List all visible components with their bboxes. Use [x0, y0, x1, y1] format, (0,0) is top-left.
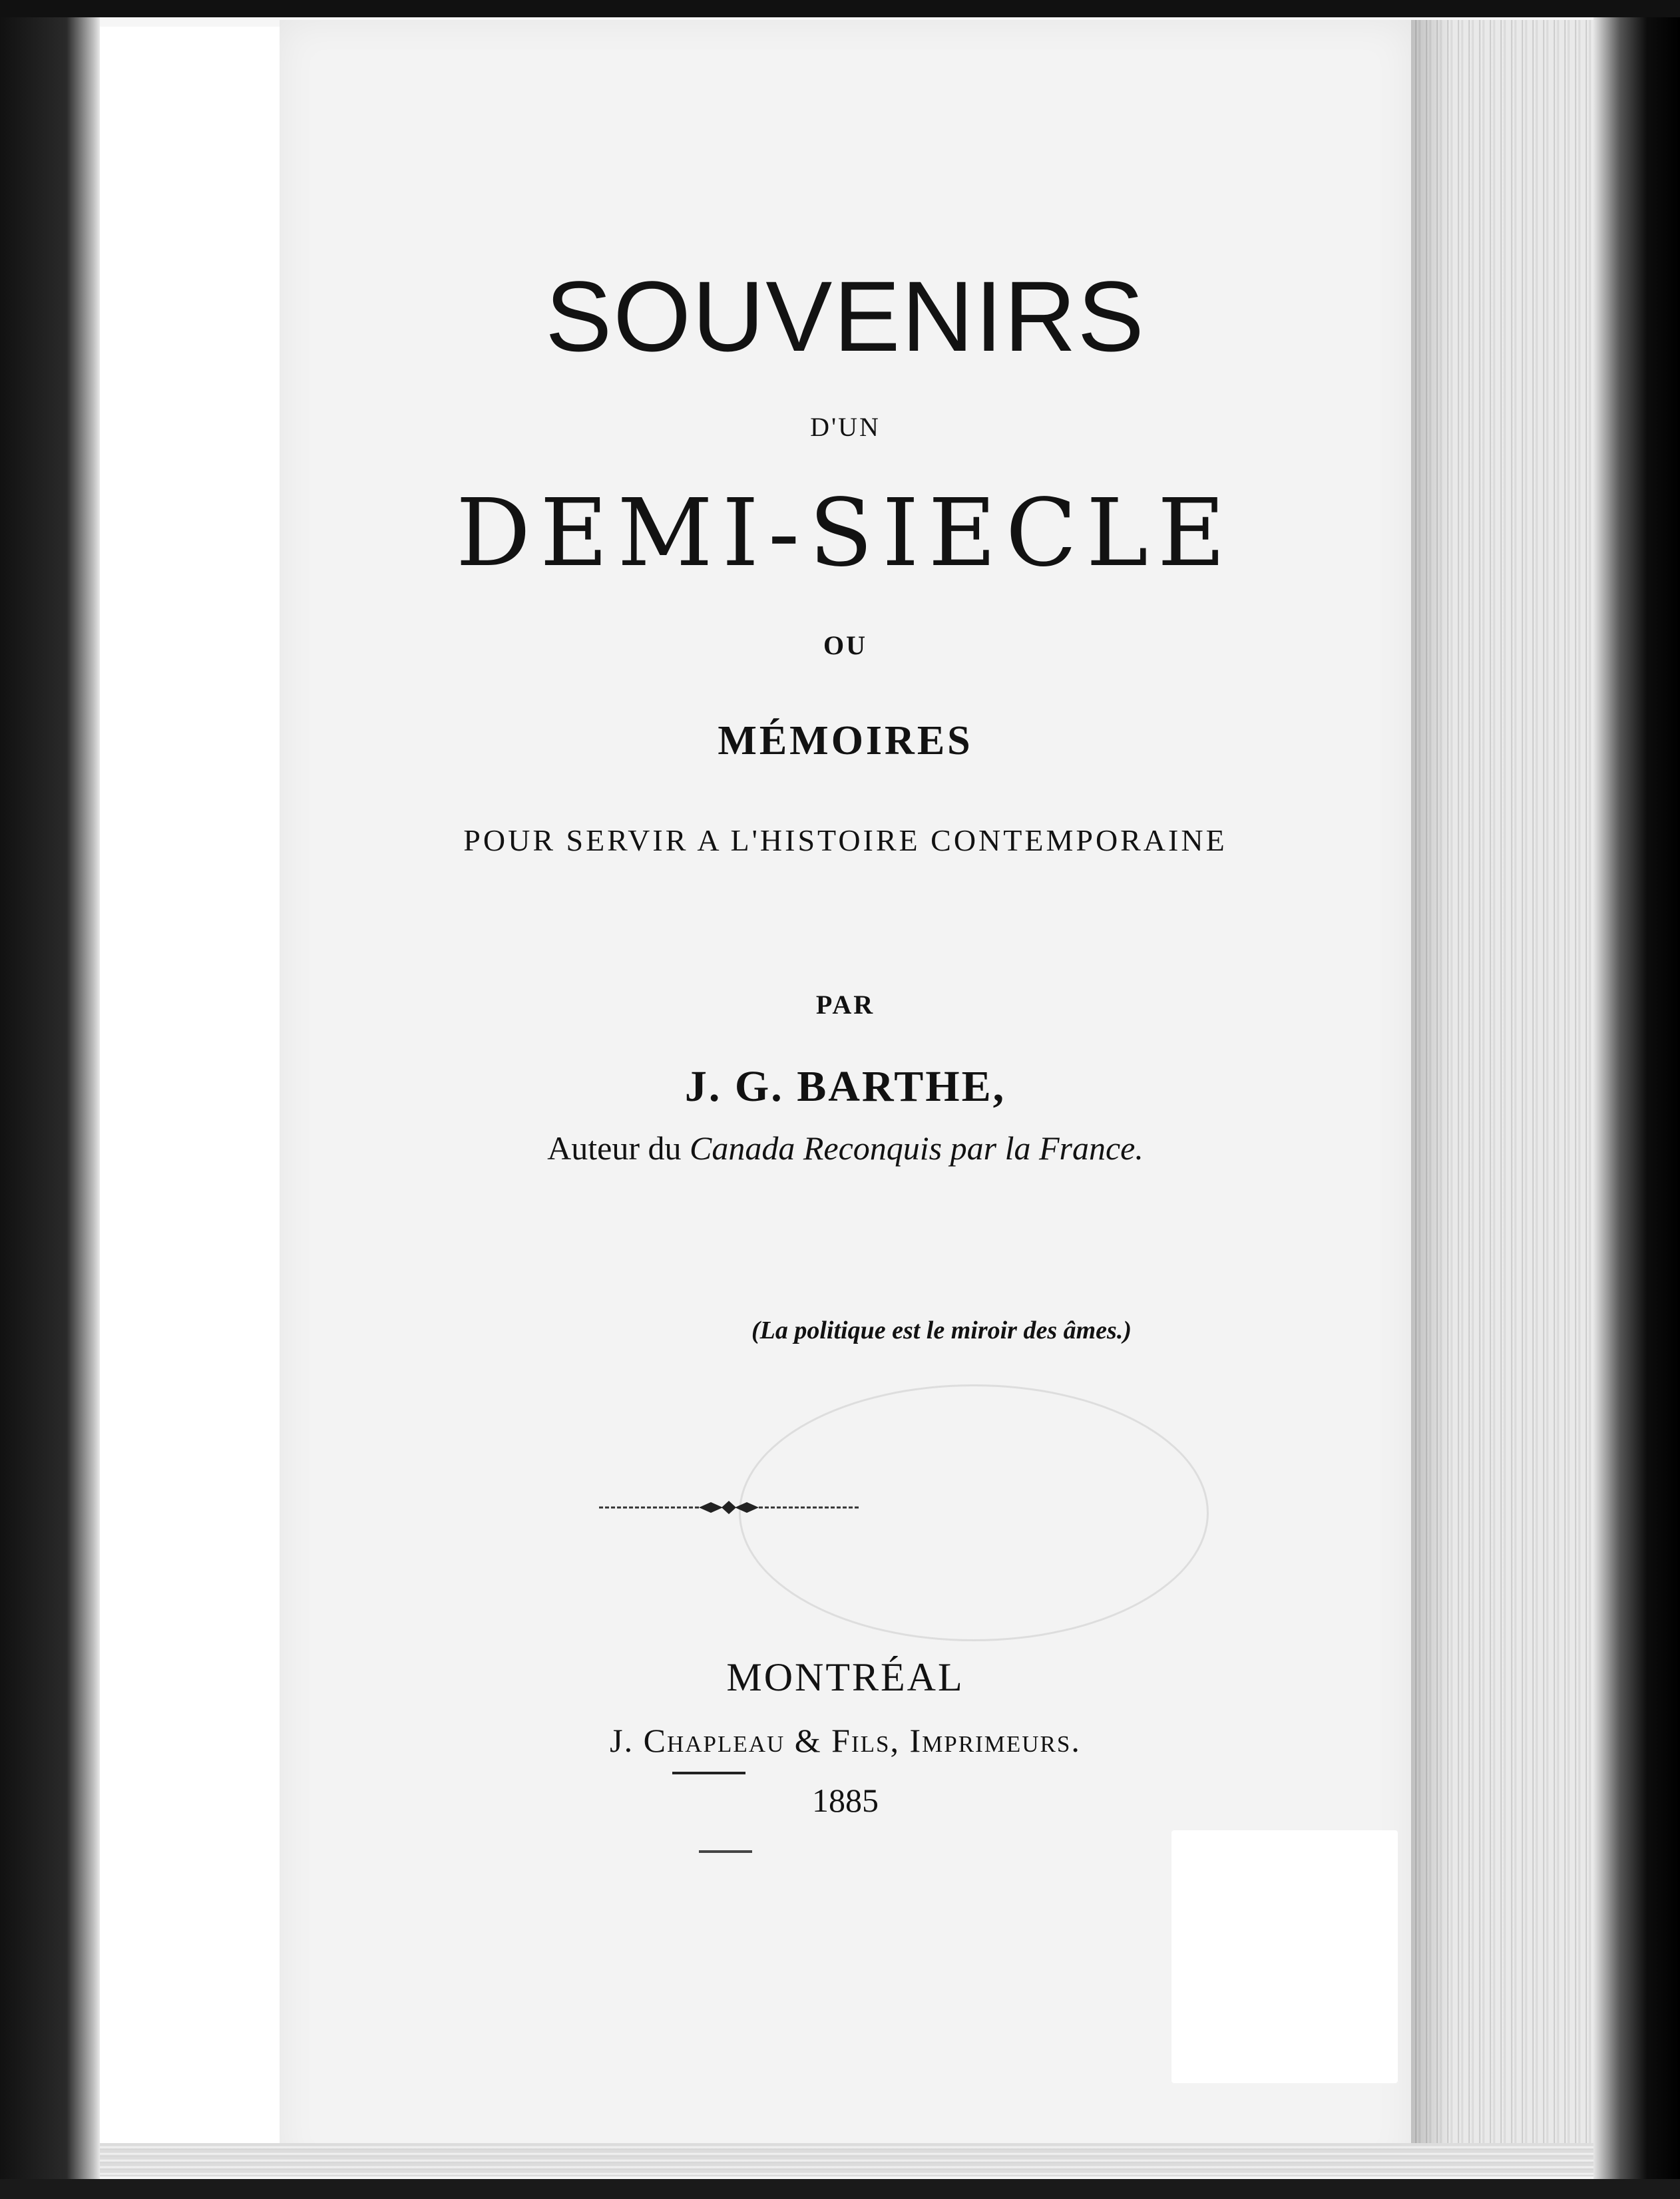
year-rule	[672, 1772, 745, 1774]
book-bottom-edge	[100, 2143, 1604, 2176]
imprint-city: MONTRÉAL	[726, 1655, 964, 1699]
imprint-printer: J. Chapleau & Fils, Imprimeurs.	[610, 1722, 1081, 1759]
author-name: J. G. BARTHE,	[684, 1062, 1006, 1111]
scan-left-border	[0, 0, 100, 2199]
epigraph: (La politique est le miroir des âmes.)	[751, 1316, 1132, 1344]
title-souvenirs: SOUVENIRS	[545, 260, 1146, 372]
tail-mark	[699, 1850, 752, 1853]
title-dun: D'UN	[810, 412, 881, 442]
blank-margin-panel	[100, 27, 301, 2176]
subtitle: POUR SERVIR A L'HISTOIRE CONTEMPORAINE	[463, 823, 1227, 857]
scan-bottom-border	[0, 2179, 1680, 2199]
scan-right-border	[1593, 0, 1680, 2199]
author-credit-prefix: Auteur du	[547, 1129, 682, 1167]
page-edge-shadow	[1411, 20, 1451, 2176]
ornamental-rule-icon	[599, 1498, 859, 1517]
title-demi-siecle: DEMI-SIECLE	[455, 479, 1235, 588]
author-credit	[280, 1131, 1411, 1165]
white-label-patch	[1171, 1830, 1398, 2083]
title-ou: OU	[823, 630, 867, 660]
author-credit-work: Canada Reconquis par la France.	[689, 1129, 1144, 1167]
by-label: PAR	[815, 990, 875, 1020]
title-memoires: MÉMOIRES	[718, 718, 973, 763]
imprint-year: 1885	[812, 1782, 879, 1819]
scan-top-border	[0, 0, 1680, 17]
